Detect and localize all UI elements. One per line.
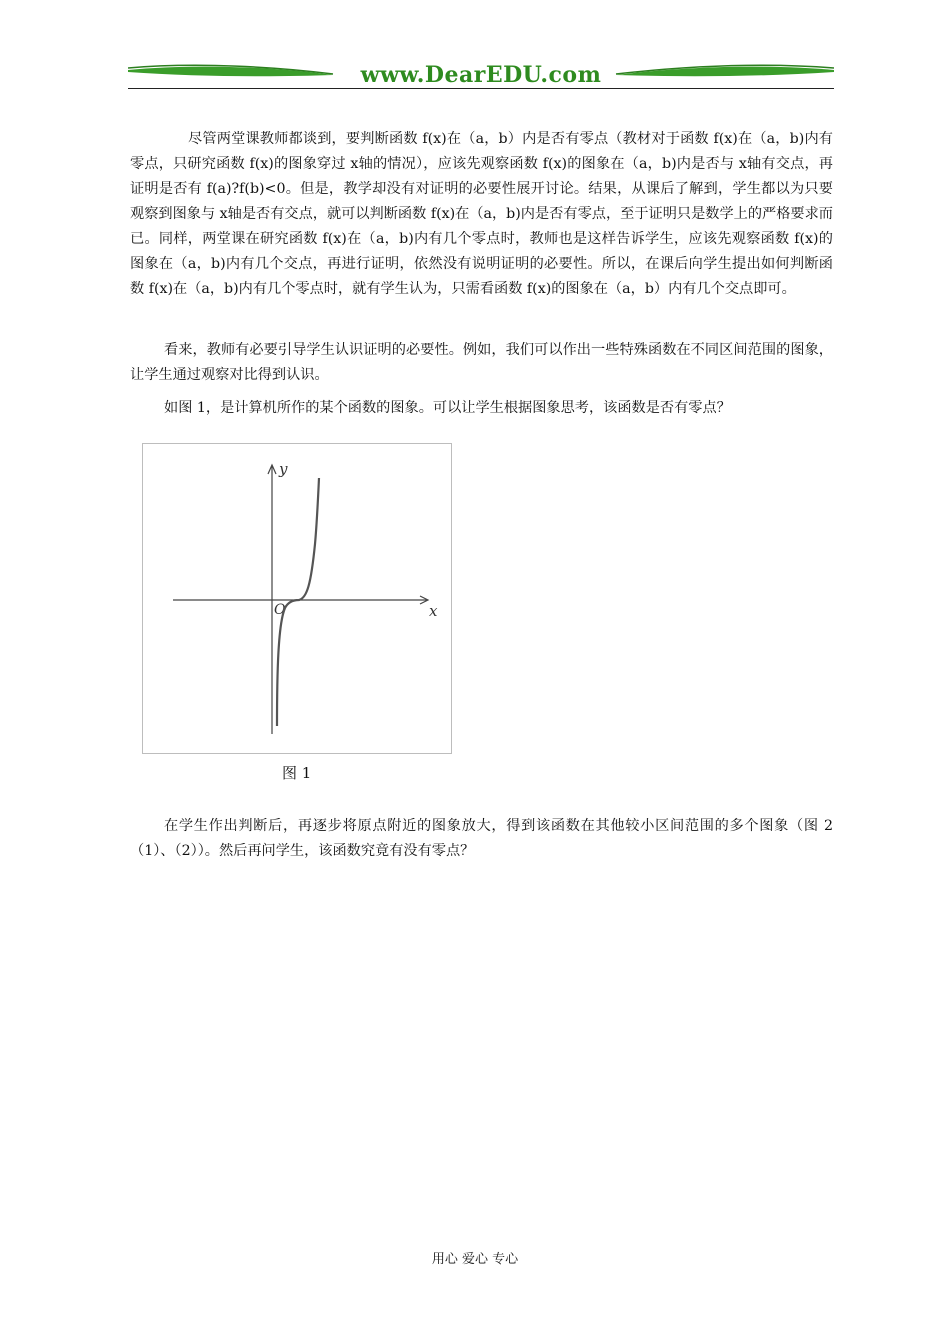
paragraph-4: 在学生作出判断后，再逐步将原点附近的图象放大，得到该函数在其他较小区间范围的多个图象（图 2（1）、（2））。然后再问学生，该函数究竟有没有零点？ bbox=[130, 818, 833, 859]
y-axis-label: y bbox=[279, 460, 288, 478]
header-rule bbox=[128, 88, 834, 89]
x-axis-label: x bbox=[429, 602, 438, 620]
function-graph-figure bbox=[142, 443, 452, 754]
origin-label: O bbox=[274, 602, 286, 618]
site-logo: www.DearEDU.com bbox=[360, 62, 602, 88]
page-footer: 用心 爱心 专心 bbox=[431, 1252, 519, 1267]
page-header bbox=[128, 58, 834, 94]
figure-caption: 图 1 bbox=[282, 764, 312, 782]
paragraph-1: 尽管两堂课教师都谈到，要判断函数 f(x)在（a，b）内是否有零点（教材对于函数 f(x)在（a，b)内有零点，只研究函数 f(x)的图象穿过 x轴的情况），应该先观察函数 f(x)的图象在（a，b)内是否与 x轴有交点，再证明是否有 f(a)?f(b)<0。但是，教学却没有对证明的必要性展开讨论。结果，从课后了解到，学生都以为只要观察到图象与 x轴是否有交点，就可以判断函数 f(x)在（a，b)内是否有零点，至于证明只是数学上的严格要求而已。同样，两堂课在研究函数 f(x)在（a，b)内有几个零点时，教师也是这样告诉学生，应该先观察函数 f(x)的图象在（a，b)内有几个交点，再进行证明，依然没有说明证明的必要性。所以，在课后向学生提出如何判断函数 f(x)在（a，b)内有几个零点时，就有学生认为，只需看函数 f(x)的图象在（a，b）内有几个交点即可。 bbox=[130, 131, 833, 297]
paragraph-2: 看来，教师有必要引导学生认识证明的必要性。例如，我们可以作出一些特殊函数在不同区间范围的图象，让学生通过观察对比得到认识。 bbox=[130, 342, 833, 383]
paragraph-3: 如图 1，是计算机所作的某个函数的图象。可以让学生根据图象思考，该函数是否有零点？ bbox=[164, 400, 731, 416]
function-graph bbox=[143, 444, 451, 753]
